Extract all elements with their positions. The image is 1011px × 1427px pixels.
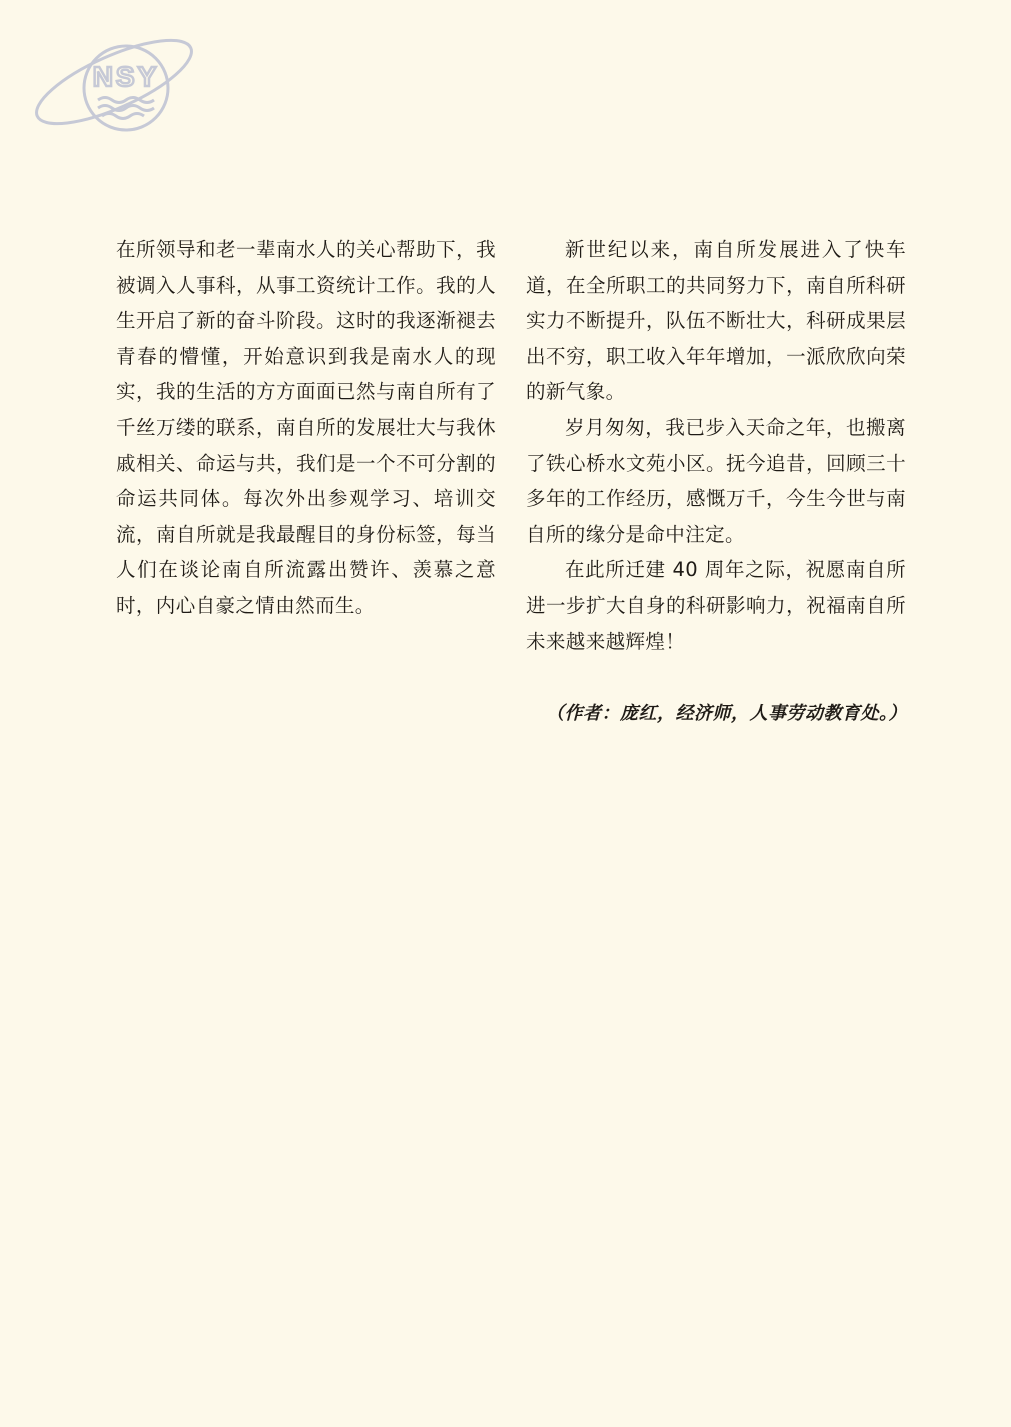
right-paragraph-1: 新世纪以来，南自所发展进入了快车道，在全所职工的共同努力下，南自所科研实力不断提升，队伍不断壮大，科研成果层出不穷，职工收入年年增加，一派欣欣向荣的新气象。 — [526, 238, 906, 404]
left-paragraph-1: 在所领导和老一辈南水人的关心帮助下，我被调入人事科，从事工资统计工作。我的人生开启了新的奋斗阶段。这时的我逐渐褪去青春的懵懂，开始意识到我是南水人的现实，我的生活的方方面面已然与南自所有了千丝万缕的联系，南自所的发展壮大与我休戚相关、命运与共，我们是一个不可分割的命运共同体。每次外出参观学习、培训交流，南自所就是我最醒目的身份标签，每当人们在谈论南自所流露出赞许、羡慕之意时，内心自豪之情由然而生。 — [116, 238, 496, 617]
logo-text: NSY — [92, 61, 160, 92]
article-right-column — [526, 232, 906, 659]
article-left-column — [116, 232, 496, 624]
author-note: （作者：庞红，经济师，人事劳动教育处。） — [546, 703, 907, 724]
nsy-logo-icon — [28, 22, 200, 134]
nsy-logo — [28, 22, 200, 134]
right-paragraph-2: 岁月匆匆，我已步入天命之年，也搬离了铁心桥水文苑小区。抚今追昔，回顾三十多年的工作经历，感慨万千，今生今世与南自所的缘分是命中注定。 — [526, 415, 906, 546]
right-paragraph-3: 在此所迁建 40 周年之际，祝愿南自所进一步扩大自身的科研影响力，祝福南自所未来越来越辉煌！ — [526, 558, 906, 653]
